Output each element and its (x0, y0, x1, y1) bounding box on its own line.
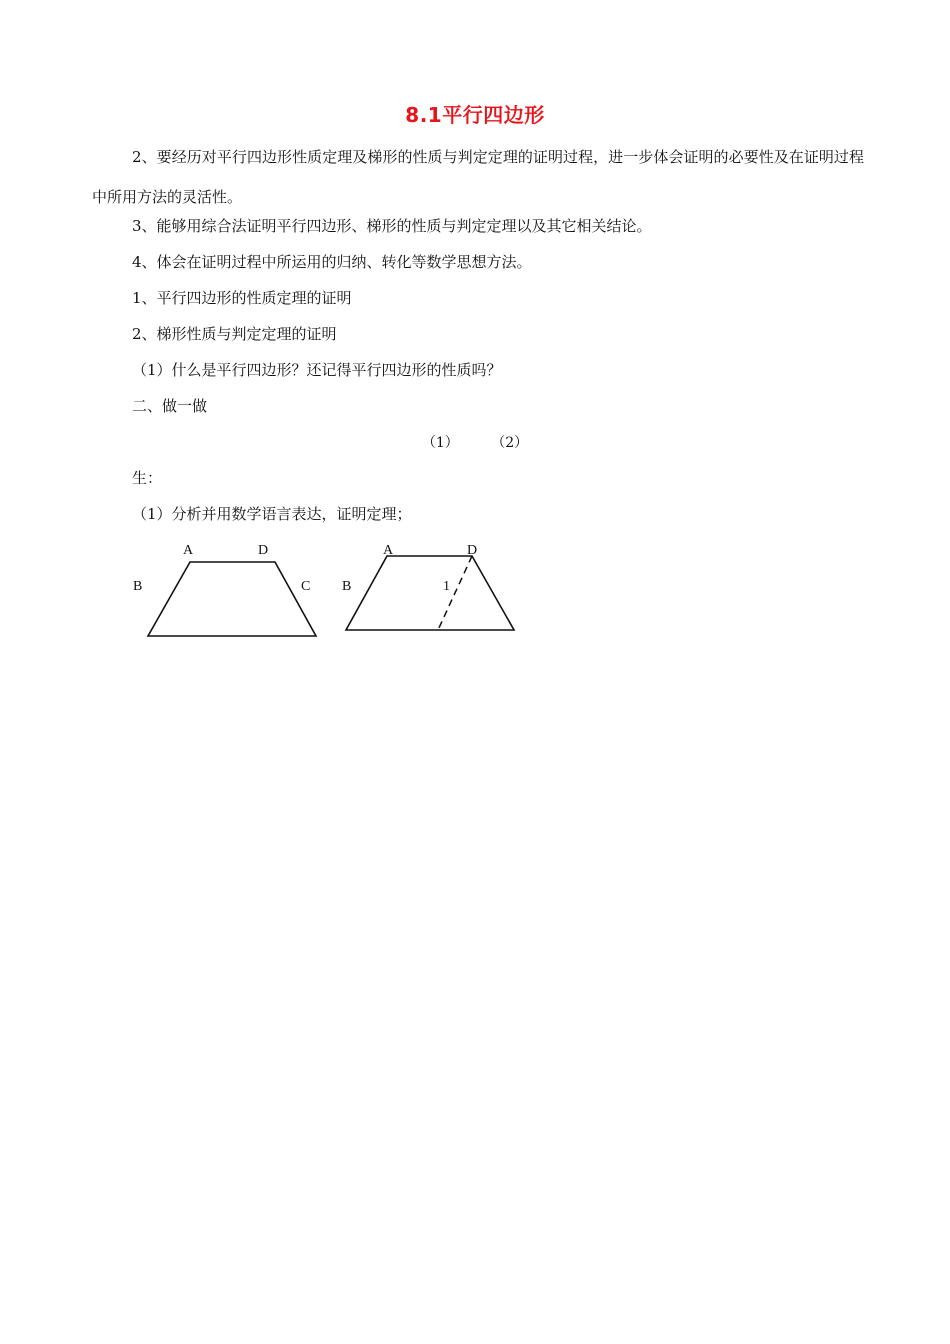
figure-1-trapezoid (133, 543, 316, 636)
paragraph-student: 生： (132, 469, 163, 487)
figure-caption-1: （1） (421, 435, 459, 451)
vertex-label-d-2: D (467, 543, 478, 558)
vertex-label-c: C (301, 579, 311, 594)
figure-captions (0, 432, 950, 452)
vertex-label-d: D (258, 543, 269, 558)
trapezoid-shape-2 (346, 556, 514, 630)
vertex-label-b: B (133, 579, 143, 594)
paragraph-objective-3: 3、能够用综合法证明平行四边形、梯形的性质与判定定理以及其它相关结论。 (132, 217, 652, 235)
paragraph-question-1: （1）什么是平行四边形？还记得平行四边形的性质吗？ (132, 361, 502, 379)
angle-label-1: 1 (443, 579, 450, 594)
paragraph-key-point-2: 2、梯形性质与判定定理的证明 (132, 325, 337, 343)
vertex-label-a-2: A (383, 543, 394, 558)
trapezoid-shape (148, 562, 316, 636)
paragraph-key-point-1: 1、平行四边形的性质定理的证明 (132, 289, 352, 307)
paragraph-objective-2: 2、要经历对平行四边形性质定理及梯形的性质与判定定理的证明过程，进一步体会证明的必要性及在证明过程中所用方法的灵活性。 (92, 148, 864, 206)
vertex-label-a: A (183, 543, 194, 558)
paragraph-analysis: （1）分析并用数学语言表达，证明定理； (132, 505, 412, 523)
paragraph-objective-4: 4、体会在证明过程中所运用的归纳、转化等数学思想方法。 (132, 253, 532, 271)
trapezoid-figures (0, 530, 950, 650)
vertex-label-b-2: B (342, 579, 352, 594)
section-heading-do-it: 二、做一做 (132, 397, 208, 415)
figure-2-trapezoid (342, 543, 514, 630)
figure-caption-2: （2） (491, 435, 529, 451)
document-title: 8.1平行四边形 (405, 103, 545, 127)
